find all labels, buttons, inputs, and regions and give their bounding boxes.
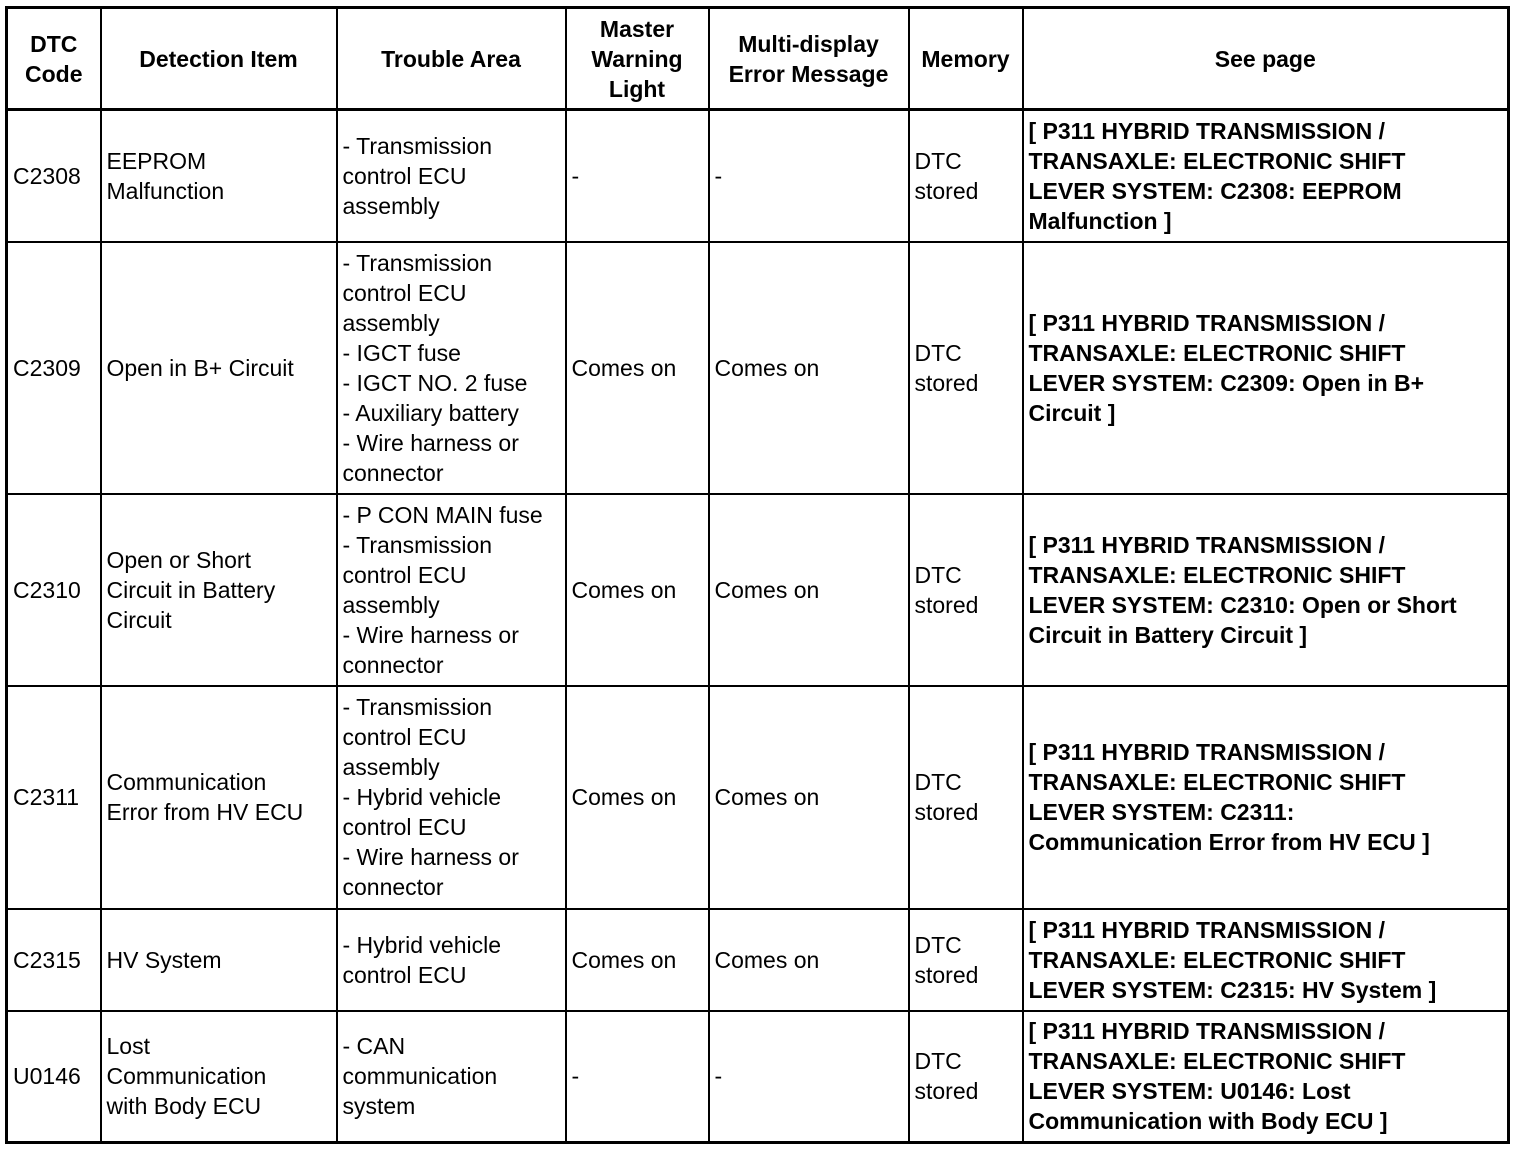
see-page-link[interactable]: [ P311 HYBRID TRANSMISSION / TRANSAXLE: ELECTRONIC SHIFT LEVER SYSTEM: C2311: Communication Error from HV ECU ] [1023,686,1509,909]
header-trouble-area: Trouble Area [337,8,566,110]
detection-item-cell: HV System [101,909,337,1011]
dtc-code-cell: C2308 [7,110,101,242]
master-warning-light-cell: Comes on [566,686,709,909]
see-page-link[interactable]: [ P311 HYBRID TRANSMISSION / TRANSAXLE: ELECTRONIC SHIFT LEVER SYSTEM: C2308: EEPROM Malfunction ] [1023,110,1509,242]
dtc-code-cell: C2309 [7,242,101,494]
detection-item-cell: Open or Short Circuit in Battery Circuit [101,494,337,686]
master-warning-light-cell: - [566,110,709,242]
header-see-page: See page [1023,8,1509,110]
header-dtc-code: DTC Code [7,8,101,110]
dtc-table [5,6,1510,1144]
memory-cell: DTC stored [909,686,1023,909]
memory-cell: DTC stored [909,1011,1023,1143]
header-memory: Memory [909,8,1023,110]
detection-item-cell: EEPROM Malfunction [101,110,337,242]
multi-display-cell: Comes on [709,686,909,909]
see-page-link[interactable]: [ P311 HYBRID TRANSMISSION / TRANSAXLE: ELECTRONIC SHIFT LEVER SYSTEM: C2310: Open or Short Circuit in Battery Circuit ] [1023,494,1509,686]
multi-display-cell: Comes on [709,242,909,494]
memory-cell: DTC stored [909,242,1023,494]
see-page-link[interactable]: [ P311 HYBRID TRANSMISSION / TRANSAXLE: ELECTRONIC SHIFT LEVER SYSTEM: C2315: HV System ] [1023,909,1509,1011]
header-detection-item: Detection Item [101,8,337,110]
master-warning-light-cell: Comes on [566,909,709,1011]
memory-cell: DTC stored [909,110,1023,242]
detection-item-cell: Open in B+ Circuit [101,242,337,494]
dtc-code-cell: C2315 [7,909,101,1011]
header-master-warning-light: Master Warning Light [566,8,709,110]
dtc-code-cell: C2310 [7,494,101,686]
trouble-area-cell: - Transmission control ECU assembly - Hybrid vehicle control ECU - Wire harness or connector [337,686,566,909]
master-warning-light-cell: Comes on [566,242,709,494]
multi-display-cell: Comes on [709,494,909,686]
dtc-code-cell: U0146 [7,1011,101,1143]
memory-cell: DTC stored [909,494,1023,686]
dtc-code-cell: C2311 [7,686,101,909]
table-row [7,909,1509,1011]
multi-display-cell: - [709,1011,909,1143]
header-multi-display-error-message: Multi-display Error Message [709,8,909,110]
table-header-row [7,8,1509,110]
detection-item-cell: Communication Error from HV ECU [101,686,337,909]
trouble-area-cell: - CAN communication system [337,1011,566,1143]
table-row [7,494,1509,686]
multi-display-cell: Comes on [709,909,909,1011]
table-row [7,110,1509,242]
trouble-area-cell: - Transmission control ECU assembly [337,110,566,242]
trouble-area-cell: - Hybrid vehicle control ECU [337,909,566,1011]
multi-display-cell: - [709,110,909,242]
table-row [7,686,1509,909]
table-row [7,1011,1509,1143]
master-warning-light-cell: - [566,1011,709,1143]
master-warning-light-cell: Comes on [566,494,709,686]
see-page-link[interactable]: [ P311 HYBRID TRANSMISSION / TRANSAXLE: ELECTRONIC SHIFT LEVER SYSTEM: U0146: Lost Communication with Body ECU ] [1023,1011,1509,1143]
trouble-area-cell: - Transmission control ECU assembly - IGCT fuse - IGCT NO. 2 fuse - Auxiliary battery - Wire harness or connector [337,242,566,494]
see-page-link[interactable]: [ P311 HYBRID TRANSMISSION / TRANSAXLE: ELECTRONIC SHIFT LEVER SYSTEM: C2309: Open in B+ Circuit ] [1023,242,1509,494]
trouble-area-cell: - P CON MAIN fuse - Transmission control ECU assembly - Wire harness or connector [337,494,566,686]
table-row [7,242,1509,494]
detection-item-cell: Lost Communication with Body ECU [101,1011,337,1143]
memory-cell: DTC stored [909,909,1023,1011]
